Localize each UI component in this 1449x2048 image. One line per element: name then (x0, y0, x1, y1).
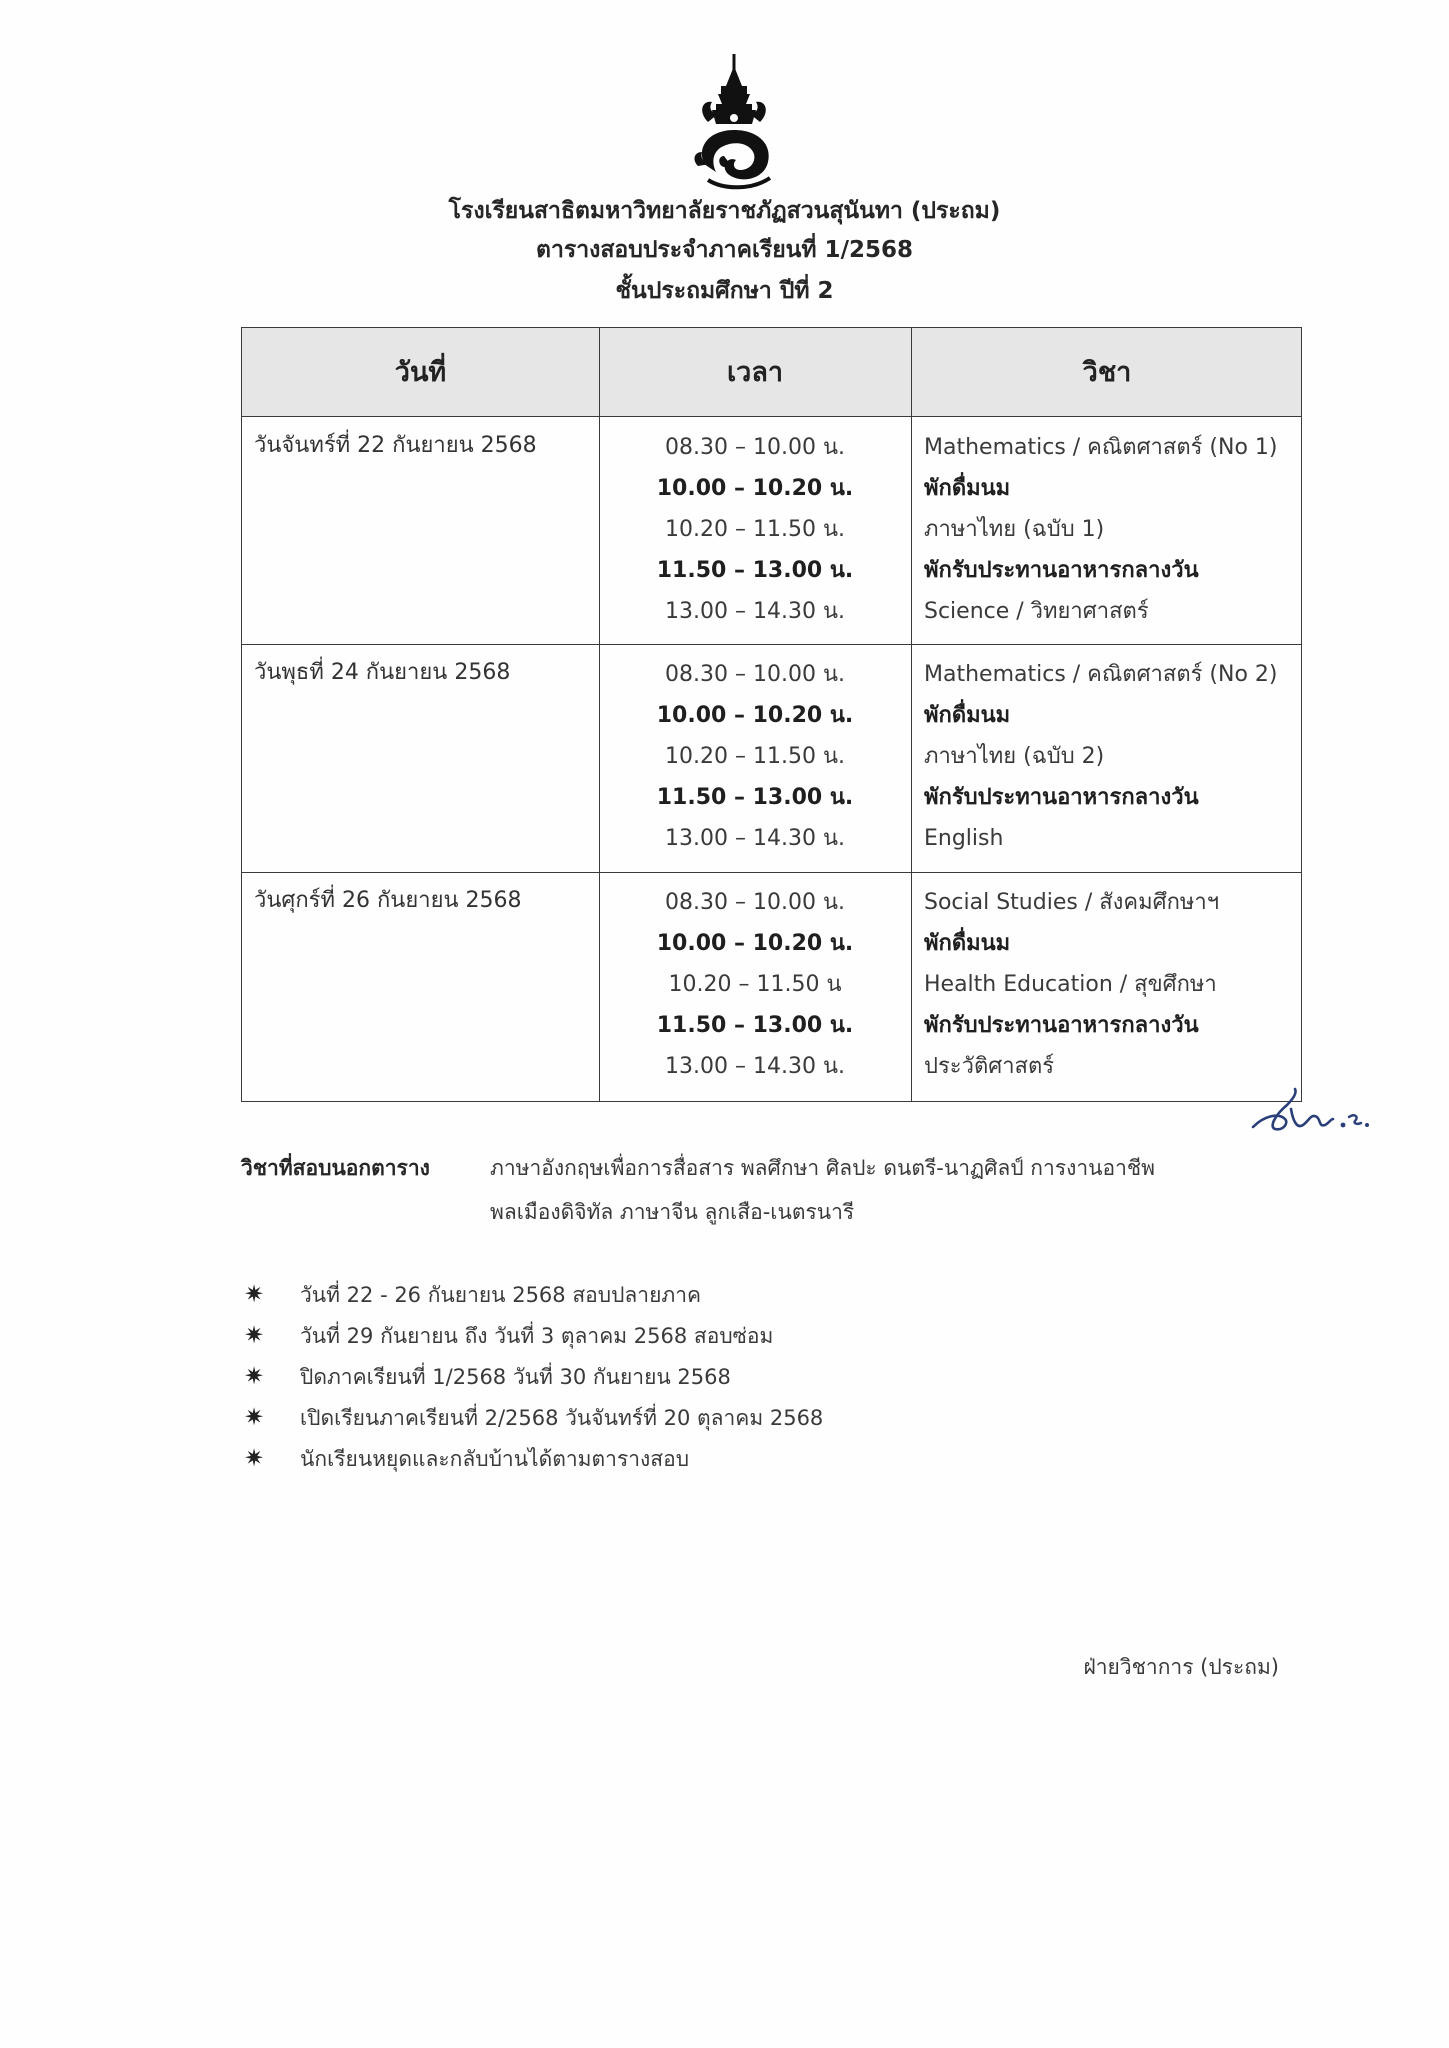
subject-slot: Mathematics / คณิตศาสตร์ (No 2) (924, 662, 1278, 687)
column-header-subject: วิชา (1082, 357, 1132, 388)
time-slot: 13.00 – 14.30 น. (665, 826, 845, 851)
subject-slot: พักดื่มนม (924, 931, 1011, 956)
note-text: เปิดเรียนภาคเรียนที่ 2/2568 วันจันทร์ที่ 20 ตุลาคม 2568 (300, 1406, 824, 1430)
subject-slot: ภาษาไทย (ฉบับ 1) (924, 517, 1105, 542)
table-row-day-3 (242, 872, 1301, 1101)
note-text: วันที่ 29 กันยายน ถึง วันที่ 3 ตุลาคม 2568 สอบซ่อม (300, 1324, 774, 1348)
note-text: นักเรียนหยุดและกลับบ้านได้ตามตารางสอบ (300, 1447, 690, 1471)
exam-schedule-table (241, 327, 1302, 1102)
notes-list (244, 1274, 823, 1479)
time-slot: 13.00 – 14.30 น. (665, 1054, 845, 1079)
list-item (244, 1356, 823, 1397)
table-header (242, 328, 1301, 417)
time-slot: 13.00 – 14.30 น. (665, 599, 845, 624)
table-row-day-1 (242, 417, 1301, 644)
time-column (599, 654, 911, 859)
handwritten-signature (1245, 1085, 1385, 1145)
extra-subjects-label: วิชาที่สอบนอกตาราง (241, 1156, 430, 1180)
subject-slot: Science / วิทยาศาสตร์ (924, 599, 1149, 624)
subject-slot: พักดื่มนม (924, 703, 1011, 728)
time-slot: 10.00 – 10.20 น. (656, 476, 854, 501)
exam-date: วันศุกร์ที่ 26 กันยายน 2568 (254, 888, 522, 913)
subject-slot: Mathematics / คณิตศาสตร์ (No 1) (924, 435, 1278, 460)
subject-slot: Health Education / สุขศึกษา (924, 972, 1217, 997)
subject-column (924, 427, 1299, 632)
subject-slot: พักรับประทานอาหารกลางวัน (924, 785, 1199, 810)
subject-column (924, 654, 1299, 859)
column-header-date: วันที่ (394, 357, 447, 388)
time-slot: 08.30 – 10.00 น. (665, 662, 845, 687)
school-emblem (688, 52, 780, 192)
asterisk-star-icon: ✷ (244, 1362, 265, 1390)
extra-subjects-line-1: ภาษาอังกฤษเพื่อการสื่อสาร พลศึกษา ศิลปะ ดนตรี-นาฏศิลป์ การงานอาชีพ (490, 1156, 1155, 1180)
time-slot: 08.30 – 10.00 น. (665, 890, 845, 915)
time-slot: 11.50 – 13.00 น. (656, 558, 854, 583)
time-column (599, 882, 911, 1087)
list-item (244, 1397, 823, 1438)
subject-slot: พักดื่มนม (924, 476, 1011, 501)
list-item (244, 1438, 823, 1479)
subject-slot: พักรับประทานอาหารกลางวัน (924, 1013, 1199, 1038)
asterisk-star-icon: ✷ (244, 1444, 265, 1472)
subject-slot: English (924, 826, 1004, 851)
asterisk-star-icon: ✷ (244, 1321, 265, 1349)
exam-date: วันจันทร์ที่ 22 กันยายน 2568 (254, 433, 537, 458)
note-text: ปิดภาคเรียนที่ 1/2568 วันที่ 30 กันยายน 2568 (300, 1365, 731, 1389)
subject-column (924, 882, 1299, 1087)
school-name: โรงเรียนสาธิตมหาวิทยาลัยราชภัฏสวนสุนันทา (ประถม) (448, 198, 1001, 224)
time-slot: 11.50 – 13.00 น. (656, 1013, 854, 1038)
time-slot: 10.20 – 11.50 น. (665, 744, 845, 769)
time-slot: 11.50 – 13.00 น. (656, 785, 854, 810)
schedule-title: ตารางสอบประจำภาคเรียนที่ 1/2568 (536, 237, 913, 263)
time-slot: 08.30 – 10.00 น. (665, 435, 845, 460)
list-item (244, 1274, 823, 1315)
time-slot: 10.00 – 10.20 น. (656, 703, 854, 728)
time-column (599, 427, 911, 632)
grade-level: ชั้นประถมศึกษา ปีที่ 2 (615, 278, 834, 304)
department-signoff: ฝ่ายวิชาการ (ประถม) (1083, 1655, 1279, 1679)
note-text: วันที่ 22 - 26 กันยายน 2568 สอบปลายภาค (300, 1283, 702, 1307)
table-row-day-2 (242, 644, 1301, 872)
time-slot: 10.20 – 11.50 น (668, 972, 842, 997)
subject-slot: Social Studies / สังคมศึกษาฯ (924, 890, 1220, 915)
exam-date: วันพุธที่ 24 กันยายน 2568 (254, 660, 511, 685)
list-item (244, 1315, 823, 1356)
subject-slot: ภาษาไทย (ฉบับ 2) (924, 744, 1105, 769)
time-slot: 10.00 – 10.20 น. (656, 931, 854, 956)
extra-subjects-line-2: พลเมืองดิจิทัล ภาษาจีน ลูกเสือ-เนตรนารี (490, 1200, 855, 1224)
asterisk-star-icon: ✷ (244, 1403, 265, 1431)
subject-slot: พักรับประทานอาหารกลางวัน (924, 558, 1199, 583)
time-slot: 10.20 – 11.50 น. (665, 517, 845, 542)
subject-slot: ประวัติศาสตร์ (924, 1054, 1055, 1079)
column-header-time: เวลา (726, 357, 784, 388)
asterisk-star-icon: ✷ (244, 1280, 265, 1308)
